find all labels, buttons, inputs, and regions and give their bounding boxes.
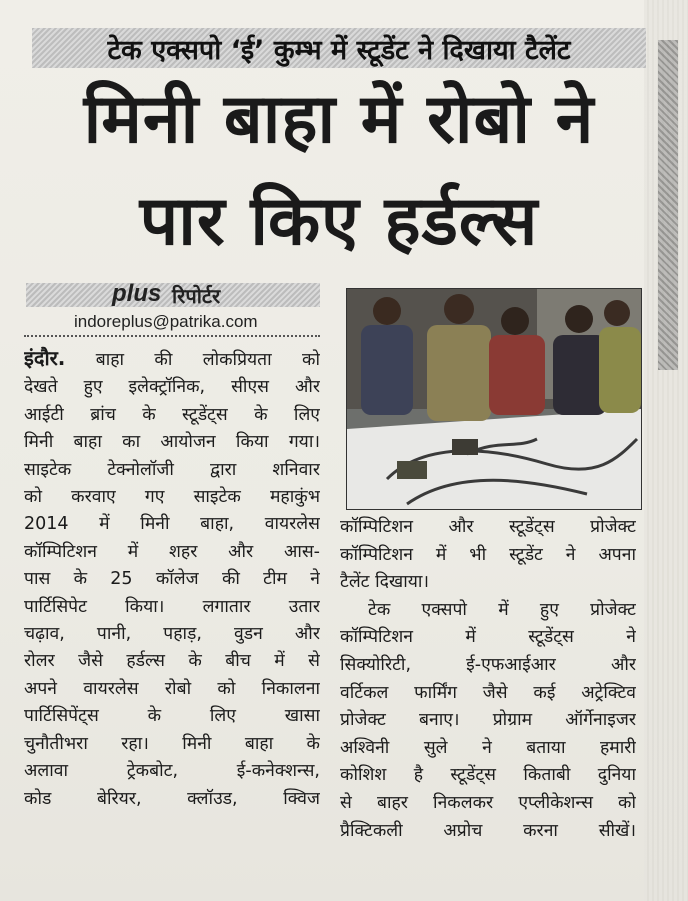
- body-line: टैलेंट दिखाया।: [340, 572, 430, 593]
- byline-email: indoreplus@patrika.com: [74, 312, 258, 331]
- body-line: टेक एक्सपो में हुए प्रोजेक्ट: [368, 599, 636, 620]
- news-photo: [346, 288, 642, 510]
- body-line: कॉम्पिटिशन और स्टूडेंट्स प्रोजेक्ट: [340, 517, 636, 537]
- body-line: प्रोजेक्ट बनाए। प्रोग्राम ऑर्गेनाइजर: [340, 710, 636, 731]
- body-line: पार्टिसिपेंट्स के लिए खासा: [24, 706, 320, 727]
- body-line: साइटेक टेक्नोलॉजी द्वारा शनिवार: [24, 459, 320, 480]
- headline-line-1: मिनी बाहा में रोबो ने: [83, 80, 595, 159]
- body-line: रोलर जैसे हर्डल्स के बीच में से: [24, 651, 320, 672]
- byline-brand: plus: [112, 280, 162, 307]
- body-line: पार्टिसिपेट किया। लगातार उतार: [24, 596, 320, 617]
- body-line: कोशिश है स्टूडेंट्स किताबी दुनिया: [340, 765, 636, 786]
- body-line: कॉम्पिटिशन में शहर और आस-: [24, 541, 320, 562]
- body-line: पास के 25 कॉलेज की टीम ने: [24, 569, 320, 590]
- body-line: अलावा ट्रेकबोट, ई-कनेक्शन्स,: [24, 761, 320, 782]
- body-line: कॉम्पिटिशन में स्टूडेंट्स ने: [340, 627, 636, 648]
- body-line: मिनी बाहा का आयोजन किया गया।: [24, 432, 320, 453]
- article-body-right: [340, 514, 636, 845]
- body-line: अश्विनी सुले ने बताया हमारी: [340, 737, 636, 758]
- adjacent-graphic-bleed: [658, 40, 678, 370]
- body-line: से बाहर निकलकर एप्लीकेशन्स को: [340, 792, 636, 813]
- body-line: वर्टिकल फार्मिंग जैसे कई अट्रेक्टिव: [340, 682, 636, 703]
- body-line: आईटी ब्रांच के स्टूडेंट्स के लिए: [24, 404, 320, 425]
- body-line: कॉम्पिटिशन में भी स्टूडेंट ने अपना: [340, 544, 636, 565]
- body-line: 2014 में मिनी बाहा, वायरलेस: [24, 514, 320, 535]
- dateline: इंदौर.: [24, 346, 66, 370]
- body-line: इंदौर. बाहा की लोकप्रियता को: [24, 346, 320, 370]
- body-line: अपने वायरलेस रोबो को निकालना: [24, 678, 320, 699]
- byline-role: रिपोर्टर: [172, 284, 221, 308]
- article-body-left: [24, 345, 320, 813]
- byline-divider: [24, 335, 320, 337]
- body-line: देखते हुए इलेक्ट्रॉनिक, सीएस और: [24, 377, 320, 398]
- headline-line-2: पार किए हर्डल्स: [139, 182, 539, 261]
- body-line: चढ़ाव, पानी, पहाड़, वुडन और: [24, 624, 320, 645]
- body-line: को करवाए गए साइटेक महाकुंभ: [24, 487, 320, 508]
- body-line: सिक्योरिटी, ई-एफआईआर और: [340, 654, 636, 675]
- kicker-strap: टेक एक्सपो ‘ई’ कुम्भ में स्टूडेंट ने दिखाया टैलेंट: [32, 28, 646, 68]
- body-line: प्रैक्टिकली अप्रोच करना सीखें।: [340, 820, 636, 841]
- body-line: चुनौतीभरा रहा। मिनी बाहा के: [24, 733, 320, 754]
- body-line: कोड बेरियर, क्लॉउड, क्विज: [24, 788, 320, 809]
